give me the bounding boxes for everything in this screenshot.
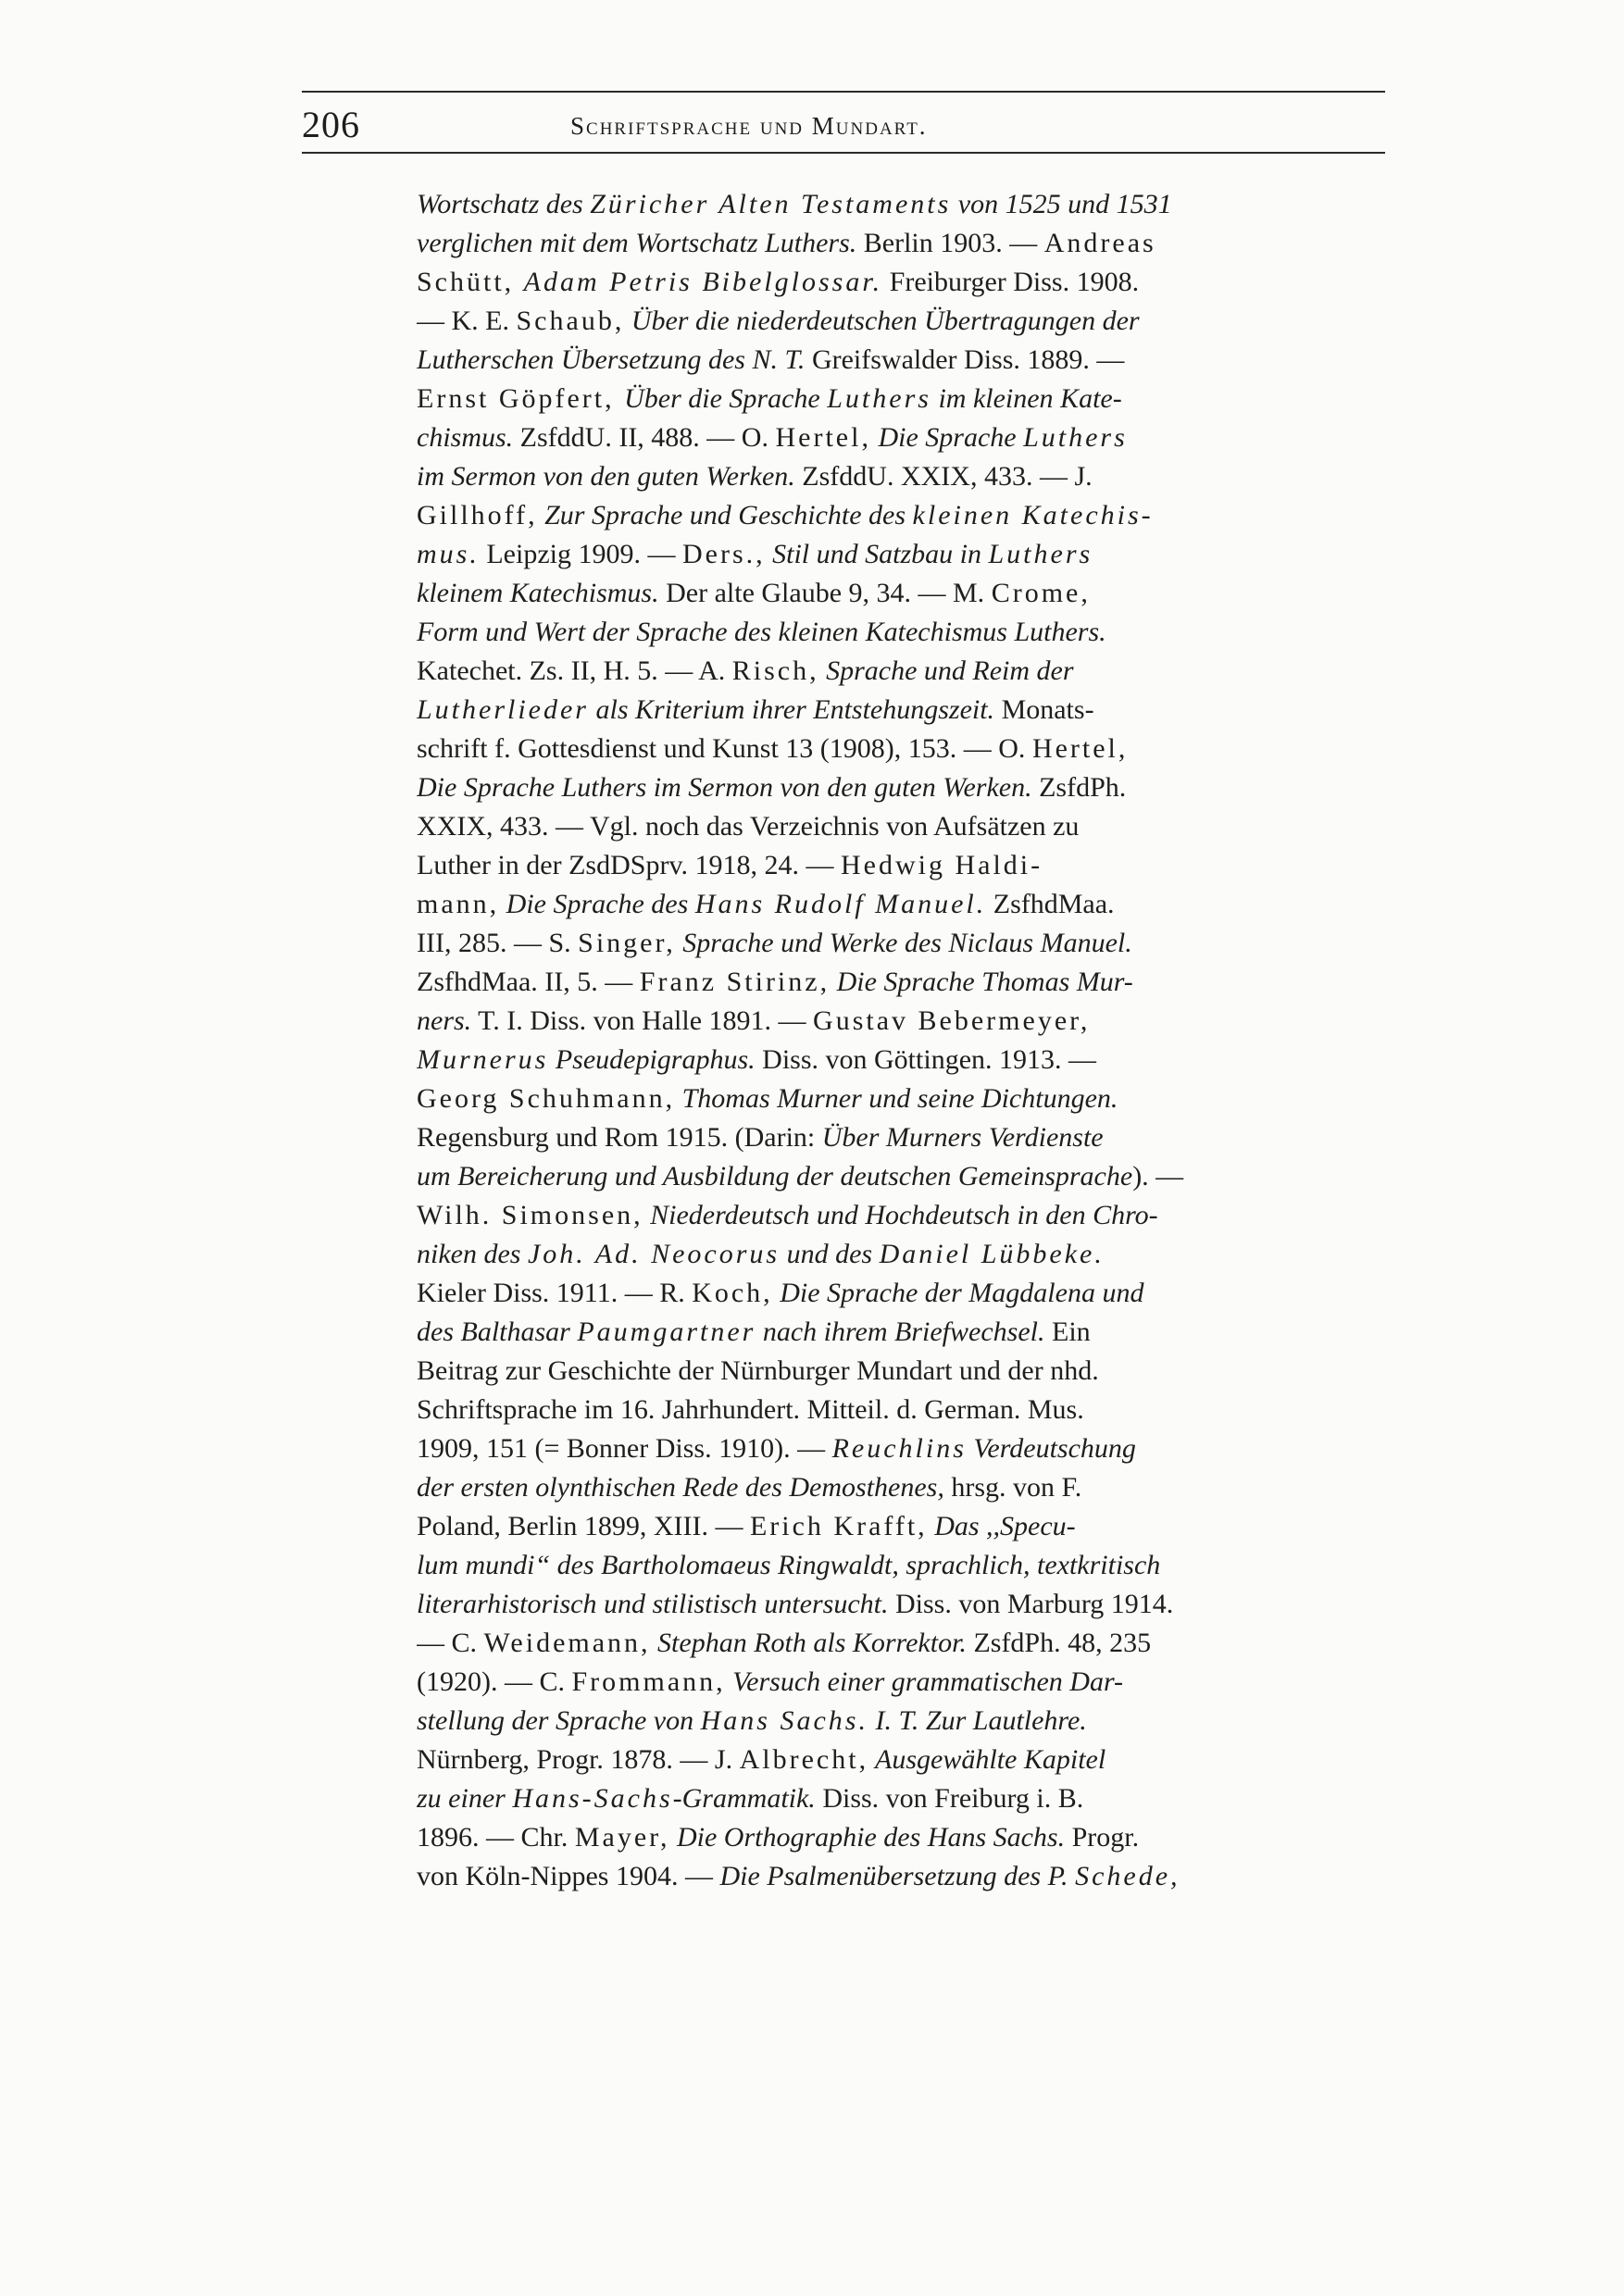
text-line	[417, 1702, 1400, 1741]
text-run: Weidemann,	[483, 1628, 651, 1658]
text-run: Wilh. Simonsen,	[417, 1200, 643, 1230]
text-line	[417, 1741, 1400, 1779]
text-run: Monats-	[994, 694, 1094, 725]
text-run: Stephan Roth als Korrektor.	[650, 1628, 967, 1658]
text-line	[417, 730, 1400, 768]
text-run: ners.	[417, 1005, 472, 1036]
text-run: Albrecht,	[739, 1744, 869, 1775]
text-run: Erich Krafft,	[749, 1511, 928, 1541]
text-run: Die Sprache	[870, 422, 1024, 453]
text-run: Schede,	[1075, 1861, 1181, 1891]
text-run: Paumgartner	[577, 1316, 756, 1347]
text-run: hrsg. von F.	[943, 1472, 1082, 1503]
text-line	[417, 535, 1400, 574]
text-run: Hans Rudolf Manuel.	[694, 889, 987, 919]
text-run: Kieler Diss. 1911. — R.	[417, 1278, 693, 1308]
text-run: -Grammatik.	[672, 1783, 816, 1814]
text-run: Ausgewählte Kapitel	[868, 1744, 1106, 1775]
text-line	[417, 1274, 1400, 1313]
text-run: niken des	[417, 1239, 528, 1269]
header-bottom-rule	[302, 152, 1385, 154]
text-run: Andreas	[1043, 228, 1156, 258]
text-line	[417, 1546, 1400, 1585]
text-run: Mayer,	[574, 1822, 670, 1853]
text-run: Pseudepigraphus.	[548, 1044, 756, 1075]
text-run: Sprache und Reim der	[818, 655, 1074, 686]
text-run: Diss. von Freiburg i. B.	[815, 1783, 1084, 1814]
text-line	[417, 224, 1400, 263]
text-run: von Köln-Nippes 1904. —	[417, 1861, 720, 1891]
text-run: Über Murners Verdienste	[821, 1122, 1104, 1153]
text-run: Hertel,	[1031, 733, 1129, 764]
text-run: Murnerus	[417, 1044, 549, 1075]
text-run: Adam Petris Bibelglossar.	[523, 267, 883, 297]
text-line	[417, 380, 1400, 418]
text-run: und des	[780, 1239, 880, 1269]
text-line	[417, 1196, 1400, 1235]
text-run: Diss. von Marburg 1914.	[888, 1589, 1174, 1619]
text-run: Ernst Göpfert,	[417, 383, 625, 414]
text-run: ZsfddU. XXIX, 433. — J.	[794, 461, 1093, 492]
text-run: mus.	[417, 539, 480, 569]
text-run: Versuch einer grammatischen Dar-	[725, 1666, 1124, 1697]
text-line	[417, 1857, 1400, 1896]
text-run: Ders.,	[681, 539, 766, 569]
text-run: Katechet. Zs. II, H. 5. — A.	[417, 655, 732, 686]
text-run: Die Orthographie des Hans Sachs.	[669, 1822, 1066, 1853]
text-run: der ersten olynthischen Rede des Demosthenes,	[417, 1472, 944, 1503]
text-run: ZsfdPh.	[1031, 772, 1127, 803]
text-line	[417, 1352, 1400, 1391]
text-run: Nürnberg, Progr. 1878. — J.	[417, 1744, 740, 1775]
text-run: Hedwig Haldi-	[841, 850, 1043, 880]
text-run: zu einer	[417, 1783, 513, 1814]
text-line	[417, 263, 1400, 302]
text-line	[417, 418, 1400, 457]
text-run: Ein	[1044, 1316, 1091, 1347]
text-line	[417, 652, 1400, 691]
text-line	[417, 613, 1400, 652]
text-run: Risch,	[731, 655, 819, 686]
text-run: Georg Schuhmann,	[417, 1083, 676, 1114]
text-run: Über die niederdeutschen Übertragungen der	[624, 306, 1140, 336]
text-run: Züricher Alten Testaments	[590, 189, 952, 219]
page-number: 206	[302, 104, 360, 145]
text-run: Wortschatz des	[417, 189, 591, 219]
text-run: Schriftsprache im 16. Jahrhundert. Mitteil. d. German. Mus.	[417, 1394, 1084, 1425]
text-line	[417, 924, 1400, 963]
text-run: Berlin 1903. —	[856, 228, 1044, 258]
page-header	[302, 91, 1385, 156]
text-run: (1920). — C.	[417, 1666, 572, 1697]
text-line	[417, 1079, 1400, 1118]
text-run: Die Sprache Luthers im Sermon von den guten Werken.	[417, 772, 1032, 803]
text-run: ). —	[1132, 1161, 1184, 1192]
text-line	[417, 1235, 1400, 1274]
text-run: Thomas Murner und seine Dichtungen.	[675, 1083, 1118, 1114]
text-run: Das ,,Specu-	[927, 1511, 1076, 1541]
text-run: Beitrag zur Geschichte der Nürnburger Mundart und der nhd.	[417, 1355, 1099, 1386]
text-line	[417, 1041, 1400, 1079]
text-run: Form und Wert der Sprache des kleinen Katechismus Luthers.	[417, 617, 1106, 647]
text-line	[417, 1663, 1400, 1702]
text-line	[417, 185, 1400, 224]
text-run: chismus.	[417, 422, 514, 453]
text-line	[417, 807, 1400, 846]
text-run: um Bereicherung und Ausbildung der deutschen Gemeinsprache	[417, 1161, 1133, 1192]
text-run: Crome,	[991, 578, 1091, 608]
text-line	[417, 1779, 1400, 1818]
text-line	[417, 574, 1400, 613]
text-run: im Sermon von den guten Werken.	[417, 461, 795, 492]
text-line	[417, 691, 1400, 730]
text-run: Zur Sprache und Geschichte des	[537, 500, 913, 530]
text-line	[417, 1429, 1400, 1468]
text-run: Diss. von Göttingen. 1913. —	[755, 1044, 1097, 1075]
text-run: als Kriterium ihrer Entstehungszeit.	[589, 694, 995, 725]
text-line	[417, 1585, 1400, 1624]
text-run: Poland, Berlin 1899, XIII. —	[417, 1511, 750, 1541]
text-run: Lutherschen Übersetzung des N. T.	[417, 344, 806, 375]
text-line	[417, 341, 1400, 380]
text-run: verglichen mit dem Wortschatz Luthers.	[417, 228, 857, 258]
text-run: III, 285. — S.	[417, 928, 579, 958]
text-line	[417, 1118, 1400, 1157]
body-text	[417, 185, 1400, 1896]
text-run: stellung der Sprache von	[417, 1705, 701, 1736]
text-run: Die Sprache Thomas Mur-	[830, 967, 1133, 997]
text-run: I. T. Zur Lautlehre.	[868, 1705, 1087, 1736]
text-run: Luthers	[988, 539, 1093, 569]
text-run: Frommann,	[571, 1666, 726, 1697]
text-run: Joh. Ad. Neocorus	[527, 1239, 781, 1269]
text-run: Schaub,	[516, 306, 625, 336]
text-run: Freiburger Diss. 1908.	[882, 267, 1140, 297]
text-run: Hertel,	[775, 422, 871, 453]
text-line	[417, 1818, 1400, 1857]
text-run: ZsfhdMaa.	[986, 889, 1115, 919]
text-run: Hans Sachs.	[700, 1705, 868, 1736]
text-run: 1909, 151 (= Bonner Diss. 1910). —	[417, 1433, 832, 1464]
text-run: Niederdeutsch und Hochdeutsch in den Chro-	[643, 1200, 1158, 1230]
text-run: Hans-Sachs	[512, 1783, 673, 1814]
text-run: Luthers	[1023, 422, 1128, 453]
text-run: Verdeutschung	[966, 1433, 1136, 1464]
text-run: Luther in der ZsdDSprv. 1918, 24. —	[417, 850, 841, 880]
text-line	[417, 302, 1400, 341]
text-line	[417, 1313, 1400, 1352]
text-run: Über die Sprache	[624, 383, 828, 414]
text-run: XXIX, 433. — Vgl. noch das Verzeichnis von Aufsätzen zu	[417, 811, 1080, 842]
text-run: Greifswalder Diss. 1889. —	[805, 344, 1125, 375]
text-run: kleinem Katechismus.	[417, 578, 659, 608]
text-run: Singer,	[578, 928, 676, 958]
text-line	[417, 1468, 1400, 1507]
text-line	[417, 1391, 1400, 1429]
text-run: Daniel Lübbeke.	[879, 1239, 1105, 1269]
text-line	[417, 1157, 1400, 1196]
text-run: Schütt,	[417, 267, 524, 297]
text-run: Koch,	[692, 1278, 773, 1308]
text-run: Franz Stirinz,	[639, 967, 831, 997]
text-run: ZsfhdMaa. II, 5. —	[417, 967, 640, 997]
text-run: lum mundi“ des Bartholomaeus Ringwaldt, sprachlich, textkritisch	[417, 1550, 1161, 1580]
text-run: des Balthasar	[417, 1316, 578, 1347]
text-line	[417, 1507, 1400, 1546]
text-line	[417, 885, 1400, 924]
text-run: Sprache und Werke des Niclaus Manuel.	[675, 928, 1132, 958]
text-line	[417, 1002, 1400, 1041]
running-head: Schriftsprache und Mundart.	[570, 112, 928, 140]
text-run: mann,	[417, 889, 500, 919]
header-top-rule	[302, 91, 1385, 93]
text-run: Gustav Bebermeyer,	[813, 1005, 1091, 1036]
text-run: T. I. Diss. von Halle 1891. —	[471, 1005, 814, 1036]
text-run: Lutherlieder	[417, 694, 589, 725]
text-run: — K. E.	[417, 306, 517, 336]
text-run: 1896. — Chr.	[417, 1822, 575, 1853]
text-run: Leipzig 1909. —	[479, 539, 682, 569]
text-line	[417, 496, 1400, 535]
text-run: — C.	[417, 1628, 484, 1658]
text-run: schrift f. Gottesdienst und Kunst 13 (1908), 153. — O.	[417, 733, 1032, 764]
text-run: im kleinen Kate-	[931, 383, 1122, 414]
text-run: Die Psalmenübersetzung des P.	[719, 1861, 1076, 1891]
text-run: von 1525 und 1531	[951, 189, 1172, 219]
text-run: Die Sprache der Magdalena und	[772, 1278, 1144, 1308]
text-run: ZsfddU. II, 488. — O.	[513, 422, 776, 453]
text-run: Stil und Satzbau in	[765, 539, 989, 569]
text-run: literarhistorisch und stilistisch untersucht.	[417, 1589, 889, 1619]
text-run: Die Sprache des	[499, 889, 695, 919]
text-line	[417, 1624, 1400, 1663]
text-run: Regensburg und Rom 1915. (Darin:	[417, 1122, 822, 1153]
text-line	[417, 846, 1400, 885]
text-run: Reuchlins	[831, 1433, 967, 1464]
text-run: kleinen Katechis-	[912, 500, 1154, 530]
text-run: nach ihrem Briefwechsel.	[756, 1316, 1045, 1347]
text-run: ZsfdPh. 48, 235	[966, 1628, 1152, 1658]
text-run: Luthers	[827, 383, 931, 414]
text-line	[417, 768, 1400, 807]
text-run: Progr.	[1065, 1822, 1140, 1853]
text-run: Der alte Glaube 9, 34. — M.	[658, 578, 992, 608]
text-line	[417, 457, 1400, 496]
text-run: Gillhoff,	[417, 500, 538, 530]
text-line	[417, 963, 1400, 1002]
